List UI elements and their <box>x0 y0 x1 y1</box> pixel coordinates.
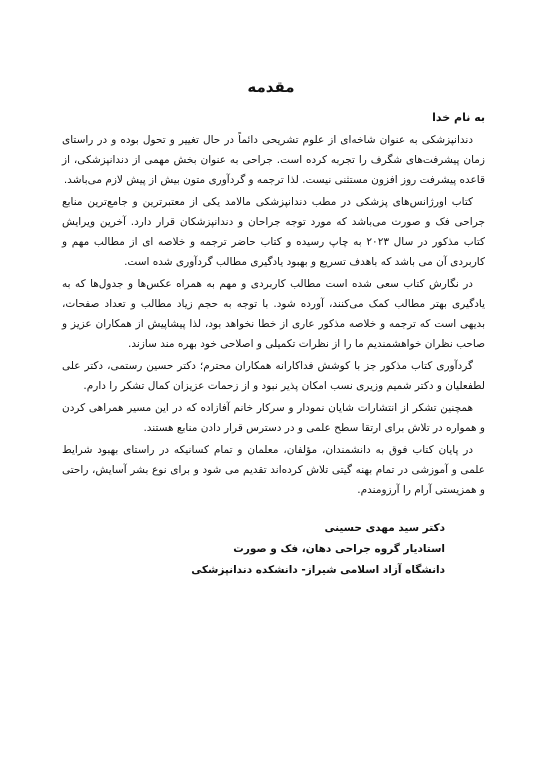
document-body <box>62 108 485 581</box>
paragraph-6: در پایان کتاب فوق به دانشمندان، مؤلفان، معلمان و تمام کسانیکه در راستای بهبود شرایط علمی و آموزشی در تمام بهنه گیتی تلاش کرده‌اند تقدیم می شود و برای نوع بشر آسایش، راحتی و همزیستی آرام را آرزومندم. <box>62 444 485 496</box>
page-title: مقدمه <box>247 78 295 96</box>
paragraph-1: دندانپزشکی به عنوان شاخه‌ای از علوم تشریحی دائماً در حال تغییر و تحول بوده و در راستای زمان پیشرفت‌های شگرف را تجربه کرده است. جراحی به عنوان بخش مهمی از دندانپزشکی، از قاعده پیشرفت روز افزون مستثنی نیست. لذا ترجمه و گردآوری متون بیش از پیش لازم می‌باشد. <box>62 134 485 186</box>
author-affiliation: دانشگاه آزاد اسلامی شیراز- دانشکده دندانپزشکی <box>191 564 445 576</box>
paragraph-4: گردآوری کتاب مذکور جز با کوشش فداکارانه همکاران محترم؛ دکتر حسین رستمی، دکتر علی لطفعلیان و دکتر شمیم وزیری نسب امکان پذیر نبود و از زحمات عزیزان کمال تشکر را دارم. <box>62 360 485 392</box>
author-name: دکتر سید مهدی حسینی <box>324 522 445 534</box>
opening-invocation: به نام خدا <box>432 111 485 124</box>
paragraph-5: همچنین تشکر از انتشارات شایان نمودار و سرکار خانم آفازاده که در این مسیر همراهی کردن و همواره در تلاش برای ارتقا سطح علمی و در دسترس قرار دادن منابع هستند. <box>62 402 485 434</box>
paragraph-3: در نگارش کتاب سعی شده است مطالب کاربردی و مهم به همراه عکس‌ها و جدول‌ها که به یادگیری بهتر مطالب کمک می‌کنند، آورده شود. با توجه به حجم زیاد مطالب و تعداد صفحات، بدیهی است که ترجمه و خلاصه مذکور عاری از خطا نخواهد بود، لذا پیشاپیش از همکاران عزیز و صاحب نظران خواهشمندیم ما را از نظرات تکمیلی و اصلاحی خود بهره مند سازند. <box>62 278 485 350</box>
author-position: استادیار گروه جراحی دهان، فک و صورت <box>233 543 445 555</box>
paragraph-2: کتاب اورژانس‌های پزشکی در مطب دندانپزشکی مالامد یکی از معتبرترین و جامع‌ترین منابع جراحی فک و صورت می‌باشد که مورد توجه جراحان و دندانپزشکان قرار دارد. آخرین ویرایش کتاب مذکور در سال ۲۰۲۳ به چاپ رسیده و کتاب حاضر ترجمه و خلاصه ای از مطالب مهم و کاربردی آن می باشد که باهدف تسریع و بهبود یادگیری مطالب گردآوری شده است. <box>62 196 485 268</box>
signature-block <box>62 518 485 581</box>
